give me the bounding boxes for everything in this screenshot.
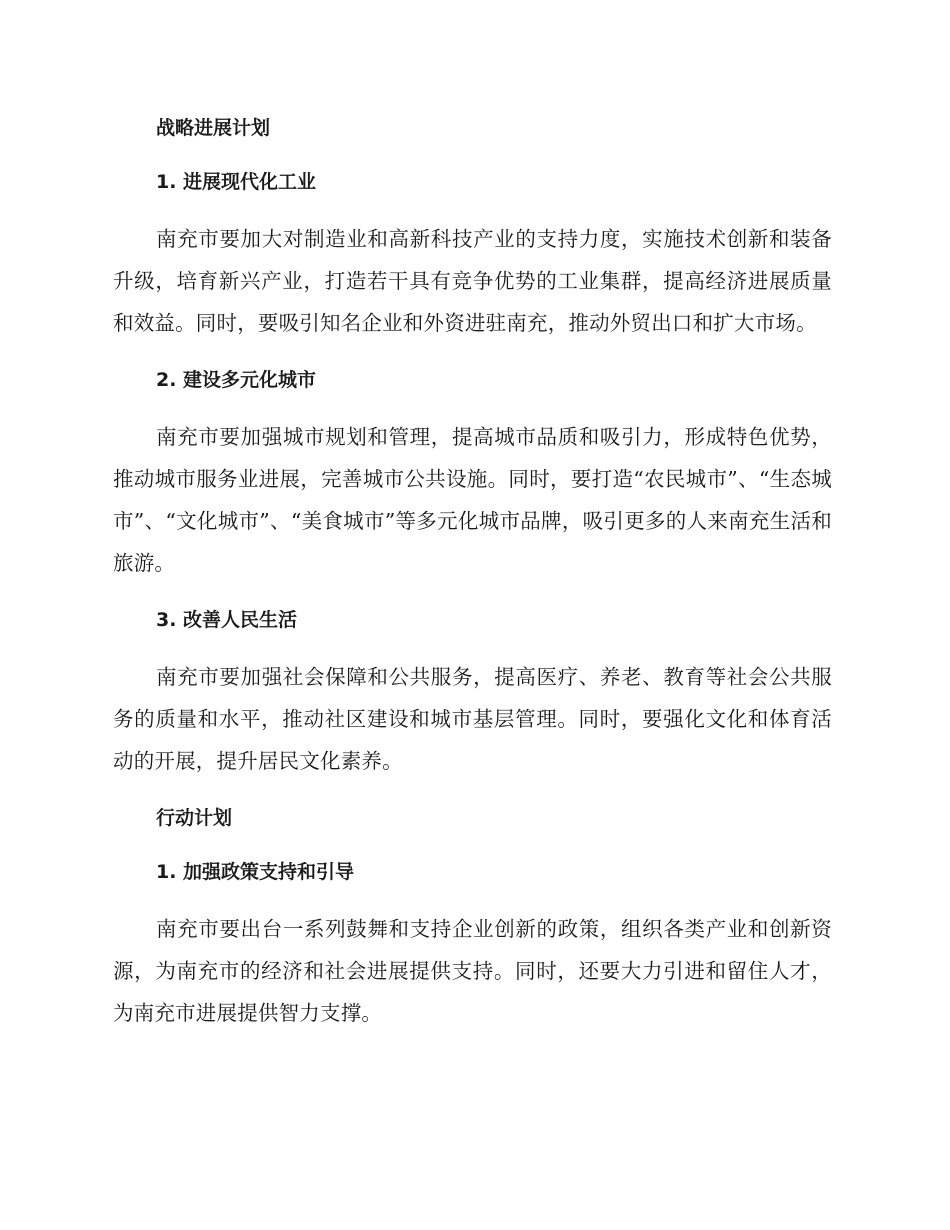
subheading-livelihood: 3. 改善人民生活: [156, 609, 298, 631]
subheading-industry: 1. 进展现代化工业: [156, 171, 317, 193]
paragraph-policy: 南充市要出台一系列鼓舞和支持企业创新的政策，组织各类产业和创新资源，为南充市的经济和社会进展提供支持。同时，还要大力引进和留住人才，为南充市进展提供智力支撑。: [113, 917, 832, 1025]
subheading-policy: 1. 加强政策支持和引导: [156, 861, 355, 883]
paragraph-livelihood: 南充市要加强社会保障和公共服务，提高医疗、养老、教育等社会公共服务的质量和水平，推动社区建设和城市基层管理。同时，要强化文化和体育活动的开展，提升居民文化素养。: [113, 665, 832, 773]
section-heading-strategy: 战略进展计划: [156, 117, 271, 139]
paragraph-industry: 南充市要加大对制造业和高新科技产业的支持力度，实施技术创新和装备升级，培育新兴产业，打造若干具有竞争优势的工业集群，提高经济进展质量和效益。同时，要吸引知名企业和外资进驻南充，推动外贸出口和扩大市场。: [113, 227, 832, 335]
subheading-city: 2. 建设多元化城市: [156, 369, 317, 391]
section-heading-action: 行动计划: [156, 807, 233, 829]
paragraph-city: 南充市要加强城市规划和管理，提高城市品质和吸引力，形成特色优势，推动城市服务业进展，完善城市公共设施。同时，要打造“农民城市”、“生态城市”、“文化城市”、“美食城市”等多元化城市品牌，吸引更多的人来南充生活和旅游。: [113, 425, 832, 575]
